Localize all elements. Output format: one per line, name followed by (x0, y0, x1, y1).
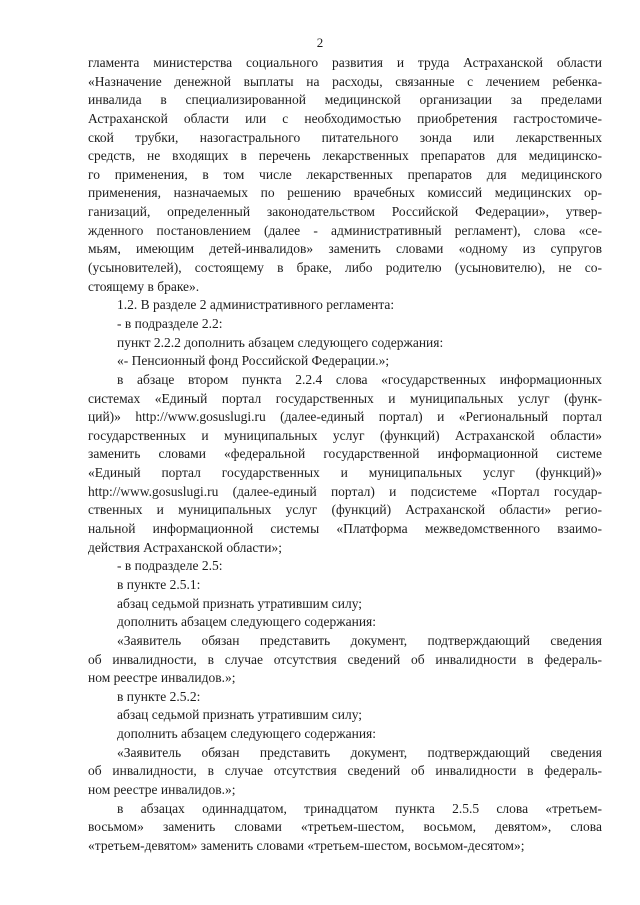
text-line: системах «Единый портал государственных и муниципальных услуг (функ- (88, 390, 602, 406)
text-line: жденного постановлением (далее - административный регламент), слова «се- (88, 222, 602, 238)
text-line: в пункте 2.5.1: (117, 576, 201, 592)
text-line: действия Астраханской области»; (88, 539, 283, 555)
text-line: абзац седьмой признать утратившим силу; (117, 595, 363, 611)
text-line: 1.2. В разделе 2 административного регламента: (117, 297, 395, 313)
text-line: мьям, имеющим детей-инвалидов» заменить словами «одному из супругов (88, 241, 602, 257)
text-line: ном реестре инвалидов.»; (88, 670, 236, 686)
text-line: государственных и муниципальных услуг (функций) Астраханской области» (88, 427, 602, 443)
text-line: (усыновителей), состоящему в браке, либо родителю (усыновителю), не со- (88, 260, 602, 276)
text-line: средств, не входящих в перечень лекарственных препаратов для медицинско- (88, 148, 602, 164)
text-line: в пункте 2.5.2: (117, 688, 201, 704)
text-line: об инвалидности, в случае отсутствия сведений об инвалидности в федераль- (88, 763, 602, 779)
text-line: «третьем-девятом» заменить словами «третьем-шестом, восьмом-десятом»; (88, 837, 525, 853)
text-line: го применения, в том числе лекарственных препаратов для медицинского (88, 166, 602, 182)
text-line: - в подразделе 2.2: (117, 315, 223, 331)
text-line: заменить словами «федеральной государственной информационной системе (88, 446, 602, 462)
text-line: «Назначение денежной выплаты на расходы, связанные с лечением ребенка- (88, 73, 602, 89)
text-line: применения, назначаемых по решению врачебных комиссий медицинских ор- (88, 185, 602, 201)
text-line: «Единый портал государственных и муниципальных услуг (функций)» (88, 465, 602, 481)
text-line: ганизаций, определенный законодательством Российской Федерации», утвер- (88, 204, 602, 220)
text-line: пункт 2.2.2 дополнить абзацем следующего содержания: (117, 334, 444, 350)
text-line: дополнить абзацем следующего содержания: (117, 614, 377, 630)
text-line: ном реестре инвалидов.»; (88, 781, 236, 797)
page-number: 2 (316, 35, 324, 50)
text-line: нальной информационной системы «Платформа межведомственного взаимо- (88, 521, 602, 537)
text-line: восьмом» заменить словами «третьем-шестом, восьмом, девятом», слова (88, 819, 602, 835)
text-line: «- Пенсионный фонд Российской Федерации.»; (117, 353, 390, 369)
text-line: ственных и муниципальных услуг (функций) Астраханской области» регио- (88, 502, 602, 518)
text-line: «Заявитель обязан представить документ, подтверждающий сведения (117, 632, 602, 648)
text-line: дополнить абзацем следующего содержания: (117, 726, 377, 742)
text-line: ций)» http://www.gosuslugi.ru (далее-единый портал) и «Региональный портал (88, 409, 602, 425)
text-line: инвалида в специализированной медицинской организации за пределами (88, 92, 602, 108)
text-line: «Заявитель обязан представить документ, подтверждающий сведения (117, 744, 602, 760)
text-line: ской трубки, назогастрального питательного зонда или лекарственных (88, 129, 602, 145)
text-line: гламента министерства социального развития и труда Астраханской области (88, 55, 602, 70)
document-body (88, 54, 602, 856)
text-line: в абзацах одиннадцатом, тринадцатом пункта 2.5.5 слова «третьем- (117, 800, 602, 816)
text-line: - в подразделе 2.5: (117, 558, 223, 574)
text-line: в абзаце втором пункта 2.2.4 слова «государственных информационных (117, 371, 602, 387)
text-line: стоящему в браке». (88, 278, 200, 294)
text-line: http://www.gosuslugi.ru (далее-единый портал) и подсистеме «Портал государ- (88, 483, 602, 499)
text-line: об инвалидности, в случае отсутствия сведений об инвалидности в федераль- (88, 651, 602, 667)
text-line: абзац седьмой признать утратившим силу; (117, 707, 363, 723)
text-line: Астраханской области или с необходимостью приобретения гастростомиче- (88, 110, 602, 126)
